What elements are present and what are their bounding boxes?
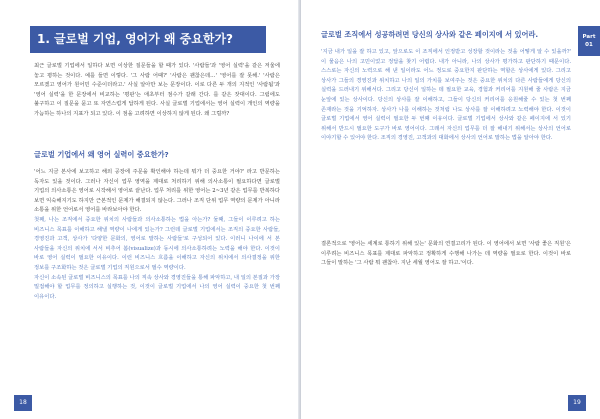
section-text-right (321, 48, 571, 144)
right-page (301, 0, 600, 419)
page-number-right: 19 (568, 395, 586, 411)
page-number-left: 18 (14, 395, 32, 411)
section-paragraph: '어느 지금 본사에 보고하고 해외 공장에 주문을 확인해야 하는데 뭐가 더 중요한 거야?' 라고 반문하는 독자도 있을 것이다. 그러나 자신이 업무 영역을 제대로 처리하기 위해 의사소통이 필요하다면 글로벌 기업의 의사소통은 영어로 시작해서 영어로 끝난다. 업무 처리를 위한 영어는 2~3년 같은 업무를 반복하다 보면 익숙해지기도 하지만 근본적인 문제가 해결되지 않는다. 그러나 조직 단위 업무 역량의 문제가 아니라 소통을 위한 언어로서 영어를 바라보아야 한다. (34, 169, 280, 214)
section-paragraph: 결론적으로 '영어는 세계로 통하기 위해 있는' 문화의 연결고리가 된다. 이 영어에서 보면 '사람 좋은 직원'은 이루려는 비즈니스 목표를 제대로 파악하고 정확하게 수행해 나가는 데 역량을 필요로 한다. 이것이 바로 그들이 말하는 '그 사람 뭐 괜찮아. 지난 세월 영어도 잘 하고.'이다. (321, 241, 571, 267)
intro-text (34, 62, 280, 120)
chapter-title: 1. 글로벌 기업, 영어가 왜 중요한가? (30, 26, 266, 53)
section-paragraph: 첫째, 나는 조직에서 중요한 위치의 사람들과 의사소통하는 법을 아는가? 둘째, 그들이 이루려고 하는 비즈니스 목표를 이해하고 해낼 역량이 나에게 있는가? 그런데 글로벌 기업에서는 조직의 중요한 사람들, 경영진과 고객, 상사가 '다양한 문화의, 영어로 말하는 사람들'로 구성되어 있다. 이러니 나이에 서 본 사람들을 자신의 위치에 서서 비추어 봄(visualize)과 동시에 의사소통하려는 노력을 해야 한다. 이것이 바로 영어 실력이 필요한 이유이다. 이런 비즈니스 흐름을 이해하고 자신의 위치에서 의사결정을 위한 정보를 구조화하는 것은 글로벌 기업의 직원으로서 필수 역량이다. (34, 216, 280, 271)
conclusion-text (321, 240, 571, 269)
section-heading-left: 글로벌 기업에서 왜 영어 실력이 중요한가? (34, 150, 169, 159)
section-heading-right: 글로벌 조직에서 성공하려면 당신의 상사와 같은 페이지에 서 있어라. (321, 30, 539, 39)
section-paragraph: '지금 내가 일을 잘 하고 있고, 앞으로도 이 조직에서 인정받고 성장할 것이라는 것을 어떻게 알 수 있을까?' 이 물음은 나의 고민이었고 정답을 찾기 어렵다. 내가 아니라, 나의 상사가 평가하고 판단하기 때문이다. 스스로는 자신의 노력으로 해 낸 일이라도 어느 정도로 중요한지 판단하는 역할은 상사에게 있다. 그리고 상사가 그들의 경영진과 위치하고 나의 일의 가치를 보여주는 것은 중요한 위치의 다른 사람들에게 당신의 실력을 드러내기 위해서다. 그리고 당신이 일하는 데 필요한 교육, 경험과 커리어를 지원해 줄 사람은 지금 눈앞에 있는 상사이다. 당신의 상사를 잘 이해하고, 그들이 당신의 커리어를 응원해줄 수 있는 첫 번째 존재라는 것을 기억하자. 상사가 나를 이해하는 것처럼 나도 상사를 잘 이해하려고 노력해야 한다. 이것이 글로벌 기업에서 영어 실력이 필요한 두 번째 이유이다. 글로벌 기업에서 상사와 같은 페이지에 서 있기 위해서 반드시 필요한 도구가 바로 영어이다. 그래서 자신의 업무를 더 잘 해내기 위해서는 상사의 언어로 이야기할 수 있어야 한다. 조직의 경영진, 고객과의 대화에서 상사의 언어로 말하는 법을 알아야 한다. (321, 49, 571, 142)
intro-paragraph: 최근 글로벌 기업에서 일하다 보면 이상한 질문들을 할 때가 있다. '사람들'과 '영어 실력'을 같은 저울에 놓고 평하는 것이다. 예를 들면 이렇다. '그 사람 어때?' '사람은 괜찮은데…' '영어를 잘 못해.' '사람은 모르겠고 영어가 원어민 수준이더라고.' 사실 알아만 보는 문장이다. 이로 다른 두 개의 지적인 '사람됨'과 '영어 실력'을 한 문장에서 비교하는 '평판'는 애초부터 점수가 갈래 간다. 를 같은 잣대이다. 그럼에도 불구하고 이 질문을 묻고 또 자연스럽게 답하게 된다. 사실 글로벌 기업에서는 영어 실력이 개인의 역량을 가늠하는 하나의 지표가 되고 있다. 이 점을 고려하면 이상하지 않게 된다. 왜 그럴까? (34, 63, 280, 117)
section-text-left (34, 168, 280, 302)
part-tab: Part 01 (578, 26, 600, 56)
section-paragraph: 자신이 소속된 글로벌 비즈니스의 목표를 나의 직속 상사와 경영진들을 통해 파악하고, 내 일의 본질과 가장 밀접해야 할 업무를 정의하고 실행하는 것, 이것이 글로벌 기업에서 나의 영어 실력이 중요한 첫 번째 이유이다. (34, 274, 280, 300)
